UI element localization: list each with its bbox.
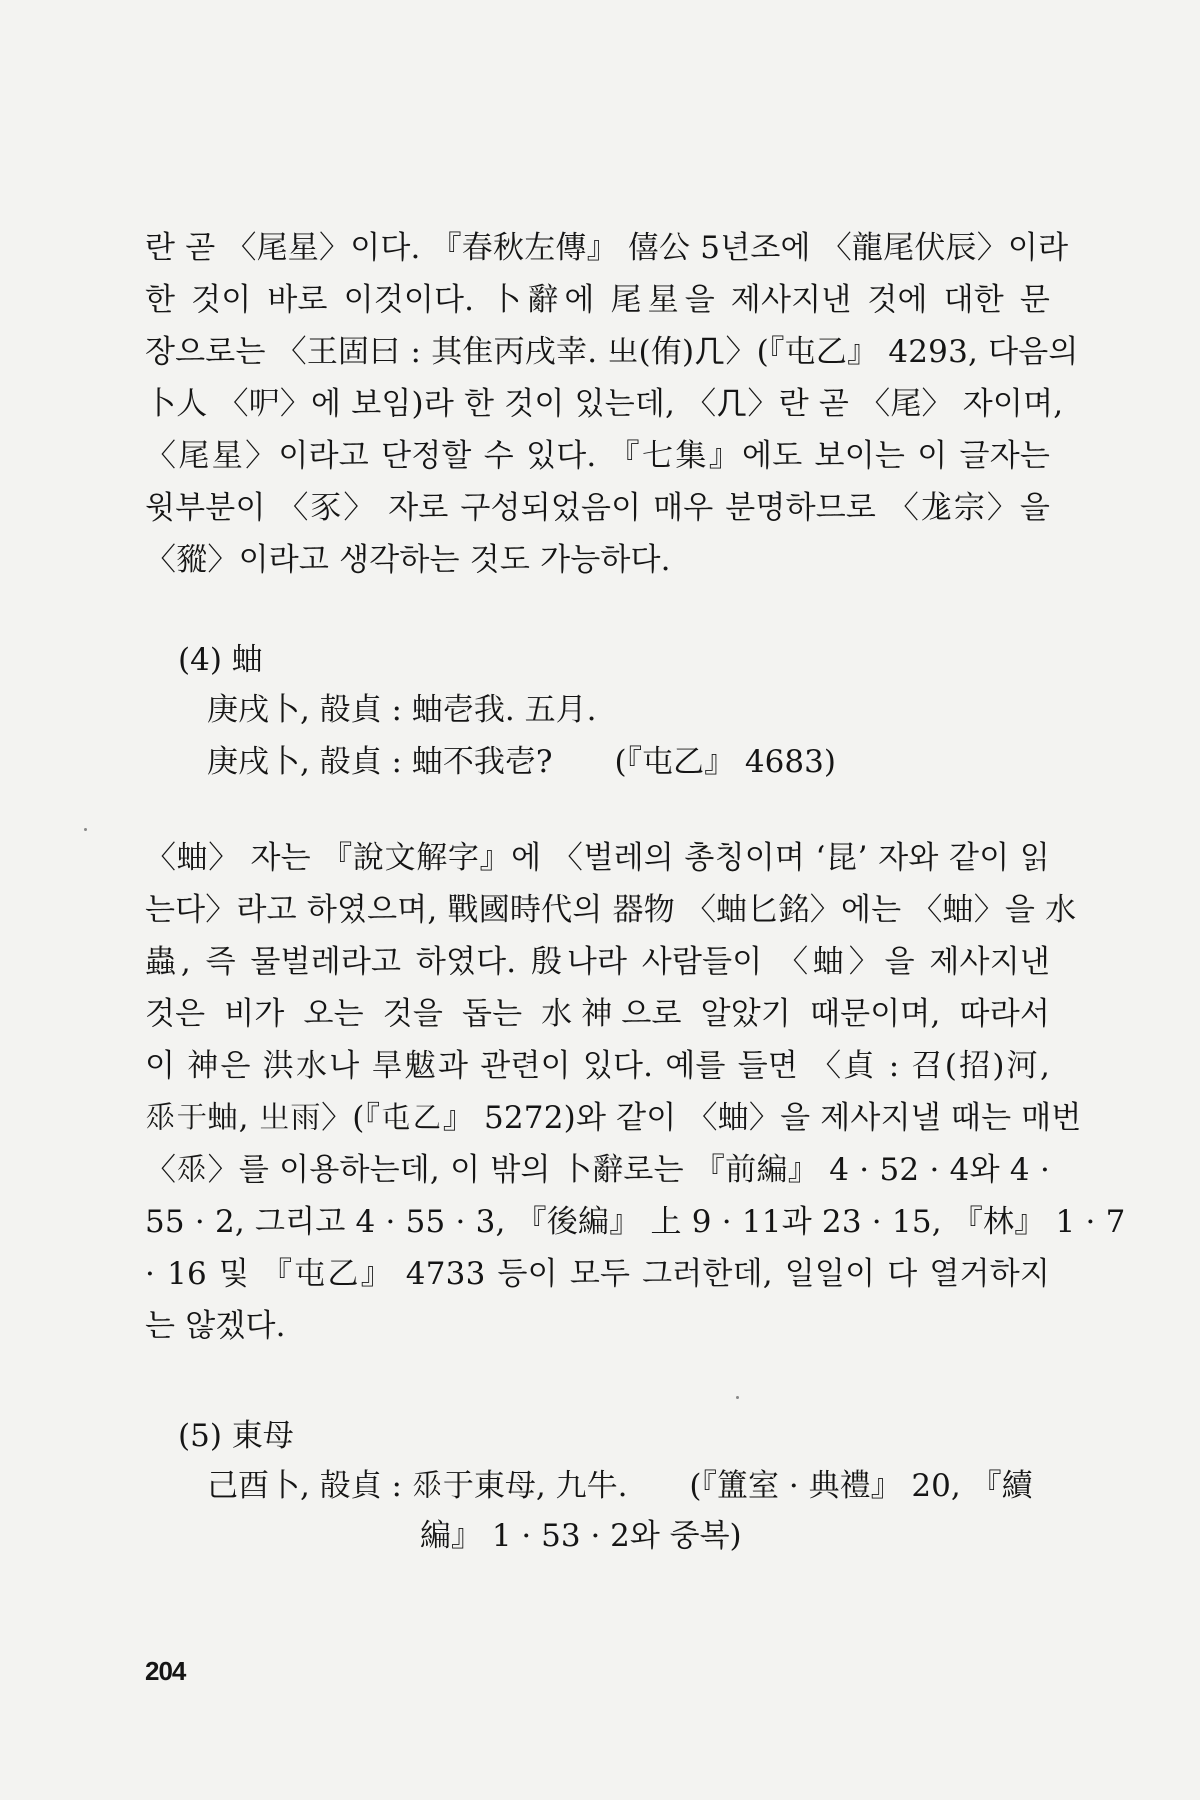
paragraph-line: 것은 비가 오는 것을 돕는 水神으로 알았기 때문이며, 따라서 <box>145 996 1050 1032</box>
paragraph-1 <box>145 222 1079 586</box>
paragraph-2 <box>145 832 1126 1352</box>
paragraph-line: · 16 및 『屯乙』 4733 등이 모두 그러한데, 일일이 다 열거하지 <box>145 1256 1050 1292</box>
paragraph-line: 는 않겠다. <box>145 1308 286 1344</box>
page-number: 204 <box>145 1656 186 1686</box>
oracle-inscription-line: 編』 1 · 53 · 2와 중복) <box>420 1518 742 1554</box>
paragraph-line: 한 것이 바로 이것이다. 卜辭에 尾星을 제사지낸 것에 대한 문 <box>145 282 1050 318</box>
paragraph-line: 란 곧 〈尾星〉이다. 『春秋左傳』 僖公 5년조에 〈龍尾伏辰〉이라 <box>145 230 1069 266</box>
paragraph-line: 〈豵〉이라고 생각하는 것도 가능하다. <box>145 542 671 578</box>
paragraph-line: 장으로는 〈王固曰 : 其隹丙戌幸. 㞢(侑)𠘧〉(『屯乙』 4293, 다음의 <box>145 334 1079 370</box>
paragraph-line: 55 · 2, 그리고 4 · 55 · 3, 『後編』 上 9 · 11과 23 · 15, 『林』 1 · 7 <box>145 1204 1126 1240</box>
section-title: (5) 東母 <box>178 1418 294 1454</box>
paragraph-line: 卜人 〈㕧〉에 보임)라 한 것이 있는데, 〈𠘧〉란 곧 〈尾〉 자이며, <box>145 386 1064 422</box>
paragraph-line: 蟲, 즉 물벌레라고 하였다. 殷나라 사람들이 〈蚰〉을 제사지낸 <box>145 944 1050 980</box>
paragraph-line: 〈𠂹〉를 이용하는데, 이 밖의 卜辭로는 『前編』 4 · 52 · 4와 4 · <box>145 1152 1050 1188</box>
paragraph-line: 는다〉라고 하였으며, 戰國時代의 器物 〈蚰匕銘〉에는 〈蚰〉을 水 <box>145 892 1077 928</box>
oracle-inscription-line: 庚戌卜, 㱿貞 : 蚰壱我. 五月. <box>207 692 597 728</box>
paragraph-line: 〈蚰〉 자는 『說文解字』에 〈벌레의 총칭이며 ‘昆’ 자와 같이 읽 <box>145 840 1050 876</box>
oracle-inscription-line: 己酉卜, 㱿貞 : 𠂹于東母, 九牛. (『簠室 · 典禮』 20, 『續 <box>207 1468 1033 1504</box>
paragraph-line: 이 神은 洪水나 旱魃과 관련이 있다. 예를 들면 〈貞 : 召(招)河, <box>145 1048 1050 1084</box>
paragraph-line: 〈尾星〉이라고 단정할 수 있다. 『七集』에도 보이는 이 글자는 <box>145 438 1050 474</box>
paragraph-line: 윗부분이 〈豕〉 자로 구성되었음이 매우 분명하므로 〈尨宗〉을 <box>145 490 1050 526</box>
section-title: (4) 蚰 <box>178 642 263 678</box>
oracle-inscription-line: 庚戌卜, 㱿貞 : 蚰不我壱? (『屯乙』 4683) <box>207 744 836 780</box>
paragraph-line: 𠂹于蚰, 㞢雨〉(『屯乙』 5272)와 같이 〈蚰〉을 제사지낼 때는 매번 <box>145 1100 1082 1136</box>
scan-speck <box>84 828 87 831</box>
scan-speck <box>736 1396 739 1399</box>
